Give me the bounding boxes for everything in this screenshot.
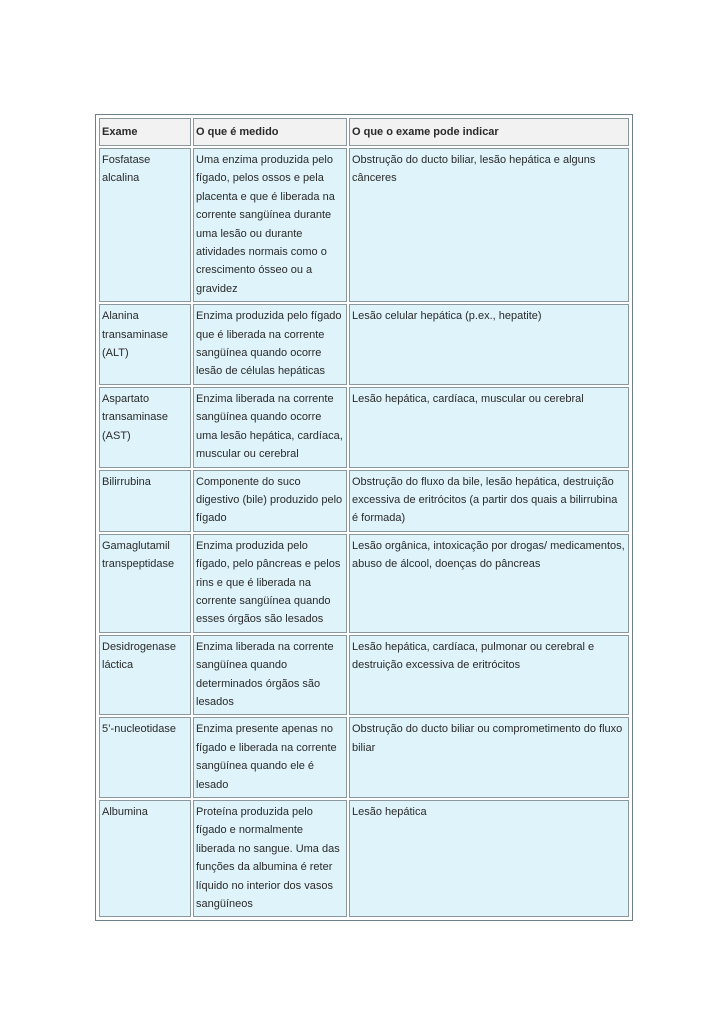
table-row [99,534,629,633]
cell-measured: Enzima liberada na corrente sangüínea quando ocorre uma lesão hepática, cardíaca, muscular ou cerebral [193,387,347,468]
cell-indicates: Lesão hepática, cardíaca, muscular ou cerebral [349,387,629,468]
table-header-row [99,118,629,146]
cell-exam: Desidrogenase láctica [99,635,191,716]
header-measured: O que é medido [193,118,347,146]
cell-measured: Enzima liberada na corrente sangüínea quando determinados órgãos são lesados [193,635,347,716]
cell-exam: Gamaglutamil transpeptidase [99,534,191,633]
cell-indicates: Lesão hepática [349,800,629,917]
cell-exam: 5’-nucleotidase [99,717,191,798]
table-row [99,470,629,532]
cell-indicates: Lesão hepática, cardíaca, pulmonar ou cerebral e destruição excessiva de eritrócitos [349,635,629,716]
cell-exam: Fosfatase alcalina [99,148,191,302]
cell-indicates: Lesão celular hepática (p.ex., hepatite) [349,304,629,385]
cell-measured: Enzima presente apenas no fígado e liberada na corrente sangüínea quando ele é lesado [193,717,347,798]
cell-exam: Albumina [99,800,191,917]
cell-indicates: Obstrução do ducto biliar, lesão hepática e alguns cânceres [349,148,629,302]
table-row [99,304,629,385]
cell-exam: Bilirrubina [99,470,191,532]
cell-indicates: Obstrução do fluxo da bile, lesão hepática, destruição excessiva de eritrócitos (a partir dos quais a bilirrubina é formada) [349,470,629,532]
table-row [99,635,629,716]
cell-measured: Enzima produzida pelo fígado, pelo pâncreas e pelos rins e que é liberada na corrente sangüínea quando esses órgãos são lesados [193,534,347,633]
table-row [99,717,629,798]
table-row [99,387,629,468]
header-indicates: O que o exame pode indicar [349,118,629,146]
cell-exam: Aspartato transaminase (AST) [99,387,191,468]
cell-exam: Alanina transaminase (ALT) [99,304,191,385]
cell-measured: Enzima produzida pelo fígado que é liberada na corrente sangüínea quando ocorre lesão de células hepáticas [193,304,347,385]
cell-indicates: Lesão orgânica, intoxicação por drogas/ medicamentos, abuso de álcool, doenças do pâncreas [349,534,629,633]
header-exam: Exame [99,118,191,146]
cell-indicates: Obstrução do ducto biliar ou comprometimento do fluxo biliar [349,717,629,798]
table-row [99,800,629,917]
cell-measured: Componente do suco digestivo (bile) produzido pelo fígado [193,470,347,532]
cell-measured: Proteína produzida pelo fígado e normalmente liberada no sangue. Uma das funções da albumina é reter líquido no interior dos vasos sangüíneos [193,800,347,917]
liver-tests-table-frame [95,114,633,921]
cell-measured: Uma enzima produzida pelo fígado, pelos ossos e pela placenta e que é liberada na corrente sangüínea durante uma lesão ou durante atividades normais como o crescimento ósseo ou a gravidez [193,148,347,302]
table-row [99,148,629,302]
liver-tests-table [97,116,631,919]
